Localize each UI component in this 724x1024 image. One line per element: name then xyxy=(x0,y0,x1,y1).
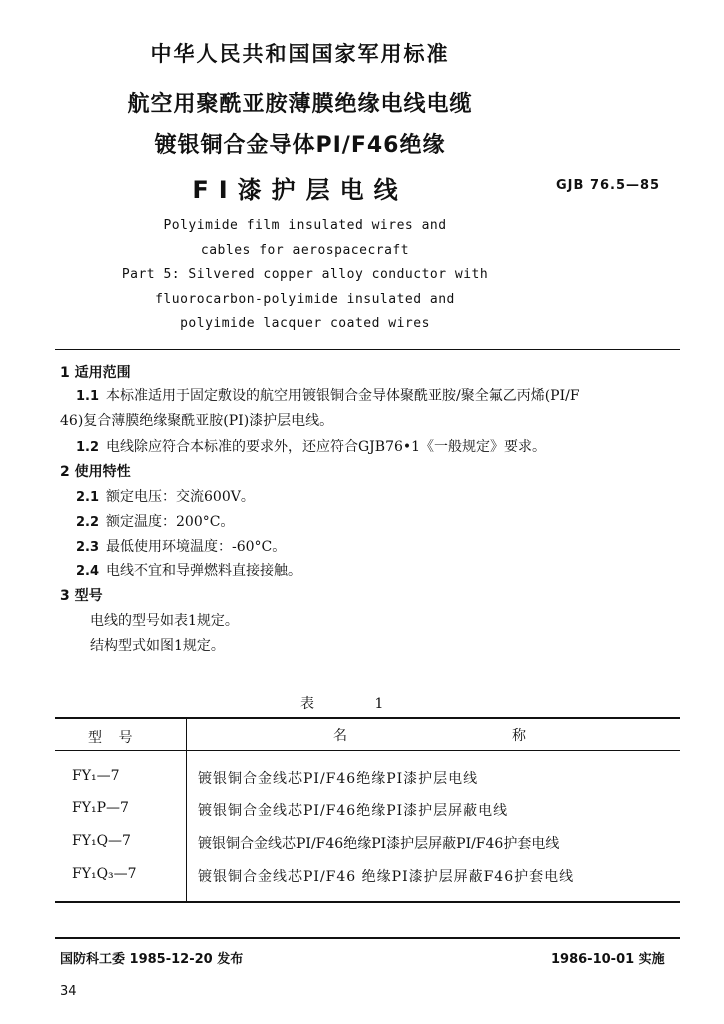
footer-rule xyxy=(55,937,680,939)
clause-2-2 xyxy=(76,511,234,531)
clause-1-1-text: 本标准适用于固定敷设的航空用镀银铜合金导体聚酰亚胺/聚全氟乙丙烯(PI/F xyxy=(106,388,580,404)
standard-code: GJB 76.5—85 xyxy=(556,178,661,193)
english-title-line-3: Part 5: Silvered copper alloy conductor with xyxy=(121,267,489,282)
english-title-line-4: fluorocarbon-polyimide insulated and xyxy=(155,292,455,307)
clause-1-2-text: 电线除应符合本标准的要求外，还应符合GJB76•1《一般规定》要求。 xyxy=(106,439,547,455)
clause-1-2 xyxy=(76,436,546,456)
clause-2-1 xyxy=(76,486,255,506)
page-number: 34 xyxy=(60,984,77,999)
standard-category: 中华人民共和国国家军用标准 xyxy=(150,42,450,66)
table-title: 表 1 xyxy=(300,696,412,712)
english-title-line-5: polyimide lacquer coated wires xyxy=(180,316,430,331)
english-title-line-1: Polyimide film insulated wires and xyxy=(163,218,447,233)
clause-2-4-text: 电线不宜和导弹燃料直接接触。 xyxy=(106,563,302,579)
clause-2-4-number: 2.4 xyxy=(76,564,100,579)
section-3-paragraph-1: 电线的型号如表1规定。 xyxy=(90,613,239,629)
section-2-title: 2 使用特性 xyxy=(60,464,131,480)
clause-2-3 xyxy=(76,536,286,556)
clause-1-1-continued: 46)复合薄膜绝缘聚酰亚胺(PI)漆护层电线。 xyxy=(60,413,334,429)
table-row-2-model: FY₁P—7 xyxy=(72,800,129,816)
title-line-1: 航空用聚酰亚胺薄膜绝缘电线电缆 xyxy=(127,92,473,117)
table-column-divider xyxy=(186,717,187,902)
table-header-rule xyxy=(55,750,680,751)
table-row-4-model: FY₁Q₃—7 xyxy=(72,866,137,882)
clause-2-2-number: 2.2 xyxy=(76,515,100,530)
section-1-title: 1 适用范围 xyxy=(60,365,131,381)
effective-date: 1986-10-01 实施 xyxy=(551,952,665,967)
table-header-name-b: 称 xyxy=(512,728,526,744)
english-title-line-2: cables for aerospacecraft xyxy=(200,243,410,258)
clause-2-3-number: 2.3 xyxy=(76,540,100,555)
table-bottom-rule xyxy=(55,901,680,903)
clause-1-2-number: 1.2 xyxy=(76,440,100,455)
clause-2-2-text: 额定温度：200°C。 xyxy=(106,514,235,530)
table-row-1-model: FY₁—7 xyxy=(72,768,120,784)
table-row-4-name: 镀银铜合金线芯PI/F46 绝缘PI漆护层屏蔽F46护套电线 xyxy=(198,869,575,885)
table-header-name-a: 名 xyxy=(333,728,347,744)
clause-2-1-number: 2.1 xyxy=(76,490,100,505)
issue-info: 国防科工委 1985-12-20 发布 xyxy=(60,952,244,967)
title-line-2: 镀银铜合金导体PI/F46绝缘 xyxy=(154,133,446,158)
clause-1-1-number: 1.1 xyxy=(76,389,100,404)
table-row-1-name: 镀银铜合金线芯PI/F46绝缘PI漆护层电线 xyxy=(198,771,479,787)
title-line-3: FI漆护层电线 xyxy=(192,176,408,204)
clause-2-1-text: 额定电压：交流600V。 xyxy=(106,489,255,505)
table-row-3-name: 镀银铜合金线芯PI/F46绝缘PI漆护层屏蔽PI/F46护套电线 xyxy=(198,836,560,852)
header-divider xyxy=(55,349,680,350)
table-top-rule xyxy=(55,717,680,719)
section-3-title: 3 型号 xyxy=(60,588,103,604)
table-row-2-name: 镀银铜合金线芯PI/F46绝缘PI漆护层屏蔽电线 xyxy=(198,803,509,819)
clause-2-3-text: 最低使用环境温度：-60°C。 xyxy=(106,539,287,555)
clause-1-1 xyxy=(76,385,580,405)
section-3-paragraph-2: 结构型式如图1规定。 xyxy=(90,638,225,654)
table-header-model: 型 号 xyxy=(88,730,139,746)
clause-2-4 xyxy=(76,560,302,580)
table-row-3-model: FY₁Q—7 xyxy=(72,833,131,849)
